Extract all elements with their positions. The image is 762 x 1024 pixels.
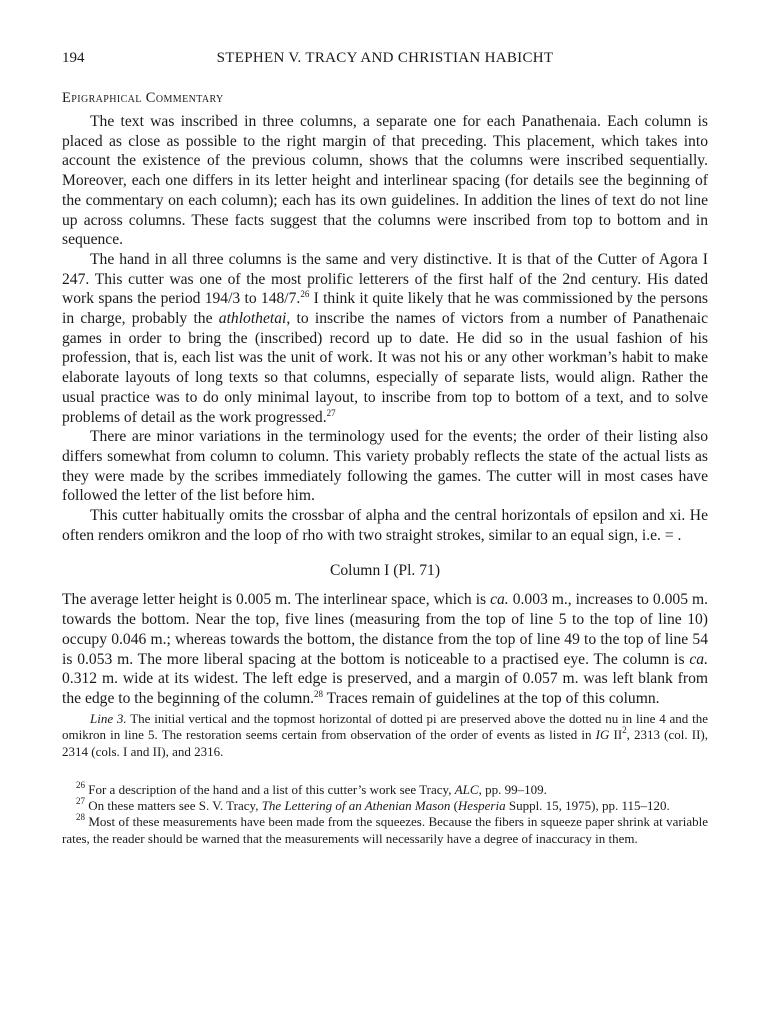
- page: [62, 50, 708, 847]
- note-label: Line 3.: [90, 710, 127, 726]
- footnote-27-text-b: (: [450, 798, 458, 814]
- footnote-26: [62, 779, 708, 798]
- footnote-28-text: Most of these measurements have been made from the squeezes. Because the fibers in squeeze paper shrink at variable rates, the reader should be warned that the measurements will necessarily have a degree of inaccuracy in them.: [62, 814, 708, 846]
- section-heading: Epigraphical Commentary: [62, 90, 224, 106]
- footnote-27-text-a: On these matters see S. V. Tracy,: [85, 798, 262, 814]
- column-text-a: The average letter height is 0.005 m. The interlinear space, which is: [62, 591, 491, 609]
- circa-2: ca.: [689, 650, 708, 668]
- footnote-ref-26[interactable]: 26: [300, 289, 310, 300]
- note-text-a: The initial vertical and the topmost horizontal of dotted pi are preserved above the dotted nu in line 4 and the omikron in line 5. The restoration seems certain from observation of the order of events as listed in: [62, 710, 708, 743]
- footnote-ref-28[interactable]: 28: [314, 688, 324, 699]
- paragraph-2: [62, 250, 708, 427]
- footnote-27-text-c: Suppl. 15, 1975), pp. 115–120.: [505, 798, 670, 814]
- column-paragraph: [62, 590, 708, 708]
- circa-1: ca.: [490, 591, 509, 609]
- running-head: [62, 50, 708, 72]
- column-heading: Column I (Pl. 71): [329, 562, 441, 580]
- paragraph-1: The text was inscribed in three columns, a separate one for each Panathenaia. Each column is placed as close as possible to the right margin of that preceding. This placement, which takes into account the existence of the previous column, shows that the columns were inscribed sequentially. Moreover, each one differs in its letter height and interlinear spacing (for details see the beginning of the commentary on each column); each has its own guidelines. In addition the lines of text do not line up across columns. These facts suggest that the columns were inscribed from top to bottom and in sequence.: [62, 113, 708, 249]
- footnote-27: [62, 798, 708, 814]
- column-text-b: 0.003 m., increases to 0.005 m. towards the bottom. Near the top, five lines (measuring from the top of line 5 to the top of line 10) occupy 0.046 m.; whereas towards the bottom, the distance from the top of line 49 to the top of line 54 is 0.053 m. The more liberal spacing at the bottom is noticeable to a practised eye. The column is: [62, 591, 709, 668]
- note-text-b: , 2313 (col. II), 2314 (cols. I and II), and 2316.: [62, 727, 708, 759]
- paragraph-3: There are minor variations in the terminology used for the events; the order of their listing also differs somewhat from column to column. This variety probably reflects the state of the actual lists as they were made by the scribes immediately following the games. The cutter will in most cases have followed the letter of the list before him.: [62, 428, 708, 505]
- page-number: 194: [62, 50, 85, 66]
- footnote-26-text-b: , pp. 99–109.: [478, 781, 547, 797]
- paragraph-2-part-a: The hand in all three columns is the same and very distinctive. It is that of the Cutter of Agora I 247. This cutter was one of the most prolific letterers of the first half of the 2nd century. His dated work spans the period 194/3 to 148/7.: [62, 250, 708, 308]
- ig-volume: II: [609, 727, 623, 743]
- ig-edition: 2: [622, 725, 627, 736]
- footnote-26-italic: ALC: [454, 781, 479, 797]
- column-description: [62, 590, 708, 708]
- running-title: STEPHEN V. TRACY AND CHRISTIAN HABICHT: [216, 50, 554, 66]
- paragraph-2-part-b: I think it quite likely that he was commissioned by the persons in charge, probably the: [62, 290, 708, 328]
- column-text-c: 0.312 m. wide at its widest. The left edge is preserved, and a margin of 0.057 m. was left blank from the edge to the beginning of the column.: [62, 670, 708, 707]
- footnote-27-number: 27: [76, 796, 85, 807]
- paragraph-4: This cutter habitually omits the crossbar of alpha and the central horizontals of epsilon and xi. He often renders omikron and the loop of rho with two straight strokes, similar to an equal sign, i.e. = .: [62, 507, 708, 544]
- footnote-28: [62, 814, 708, 846]
- column-text-d: Traces remain of guidelines at the top of this column.: [323, 689, 660, 707]
- athlothetai-term: athlothetai: [218, 310, 287, 328]
- commentary-body: [62, 112, 708, 545]
- footnote-27-italic: The Lettering of an Athenian Mason: [261, 798, 451, 814]
- footnotes: [62, 779, 708, 847]
- line-note: [62, 711, 708, 760]
- footnote-27-italic-2: Hesperia: [457, 798, 506, 814]
- paragraph-2-part-c: , to inscribe the names of victors from a number of Panathenaic games in order to bring the (inscribed) record up to date. He did so in the usual fashion of his profession, that is, each list was the unit of work. It was not his or any other workman’s habit to make elaborate layouts of long texts so that columns, especially of separate lists, would align. Rather the usual practice was to do only minimal layout, to inscribe from top to bottom of a text, and to solve problems of detail as the work progressed.: [62, 310, 708, 426]
- ig-abbrev: IG: [595, 727, 610, 743]
- footnote-26-text-a: For a description of the hand and a list of this cutter’s work see Tracy,: [85, 781, 455, 797]
- footnote-26-number: 26: [76, 779, 85, 790]
- footnote-ref-27[interactable]: 27: [326, 407, 336, 418]
- footnote-28-number: 28: [76, 812, 85, 823]
